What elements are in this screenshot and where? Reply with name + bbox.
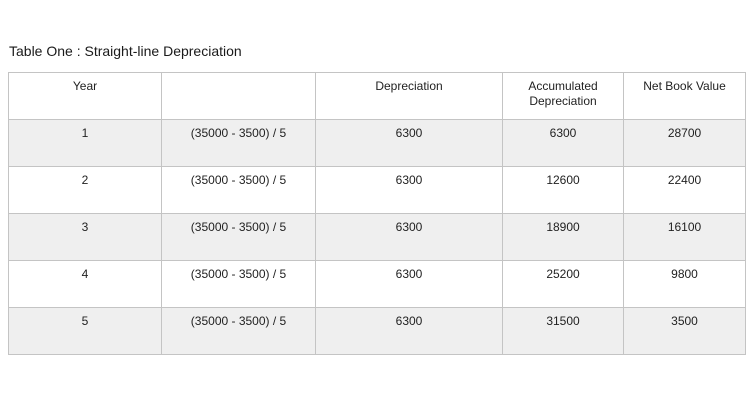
cell-depreciation: 6300: [316, 120, 503, 167]
cell-depreciation: 6300: [316, 167, 503, 214]
cell-depreciation: 6300: [316, 308, 503, 355]
cell-accumulated: 6300: [503, 120, 624, 167]
cell-accumulated: 12600: [503, 167, 624, 214]
table-row: [9, 261, 746, 308]
table-caption: Table One : Straight-line Depreciation: [9, 43, 242, 59]
cell-year: 2: [9, 167, 162, 214]
cell-net-book-value: 28700: [624, 120, 746, 167]
header-formula: [162, 73, 316, 120]
header-net-book-value: Net Book Value: [624, 73, 746, 120]
table-row: [9, 308, 746, 355]
cell-formula: (35000 - 3500) / 5: [162, 120, 316, 167]
cell-year: 3: [9, 214, 162, 261]
table-row: [9, 167, 746, 214]
table-header-row: [9, 73, 746, 120]
cell-depreciation: 6300: [316, 214, 503, 261]
header-accumulated-depreciation: [503, 73, 624, 120]
cell-year: 4: [9, 261, 162, 308]
cell-formula: (35000 - 3500) / 5: [162, 214, 316, 261]
cell-year: 1: [9, 120, 162, 167]
cell-formula: (35000 - 3500) / 5: [162, 261, 316, 308]
cell-year: 5: [9, 308, 162, 355]
cell-formula: (35000 - 3500) / 5: [162, 167, 316, 214]
cell-net-book-value: 22400: [624, 167, 746, 214]
cell-accumulated: 18900: [503, 214, 624, 261]
cell-accumulated: 31500: [503, 308, 624, 355]
cell-net-book-value: 3500: [624, 308, 746, 355]
cell-net-book-value: 9800: [624, 261, 746, 308]
table-row: [9, 214, 746, 261]
cell-accumulated: 25200: [503, 261, 624, 308]
header-depreciation: Depreciation: [316, 73, 503, 120]
header-accumulated-label: Accumulated Depreciation: [528, 79, 598, 108]
table-row: [9, 120, 746, 167]
depreciation-table: [8, 72, 746, 355]
header-year: Year: [9, 73, 162, 120]
cell-formula: (35000 - 3500) / 5: [162, 308, 316, 355]
cell-depreciation: 6300: [316, 261, 503, 308]
cell-net-book-value: 16100: [624, 214, 746, 261]
